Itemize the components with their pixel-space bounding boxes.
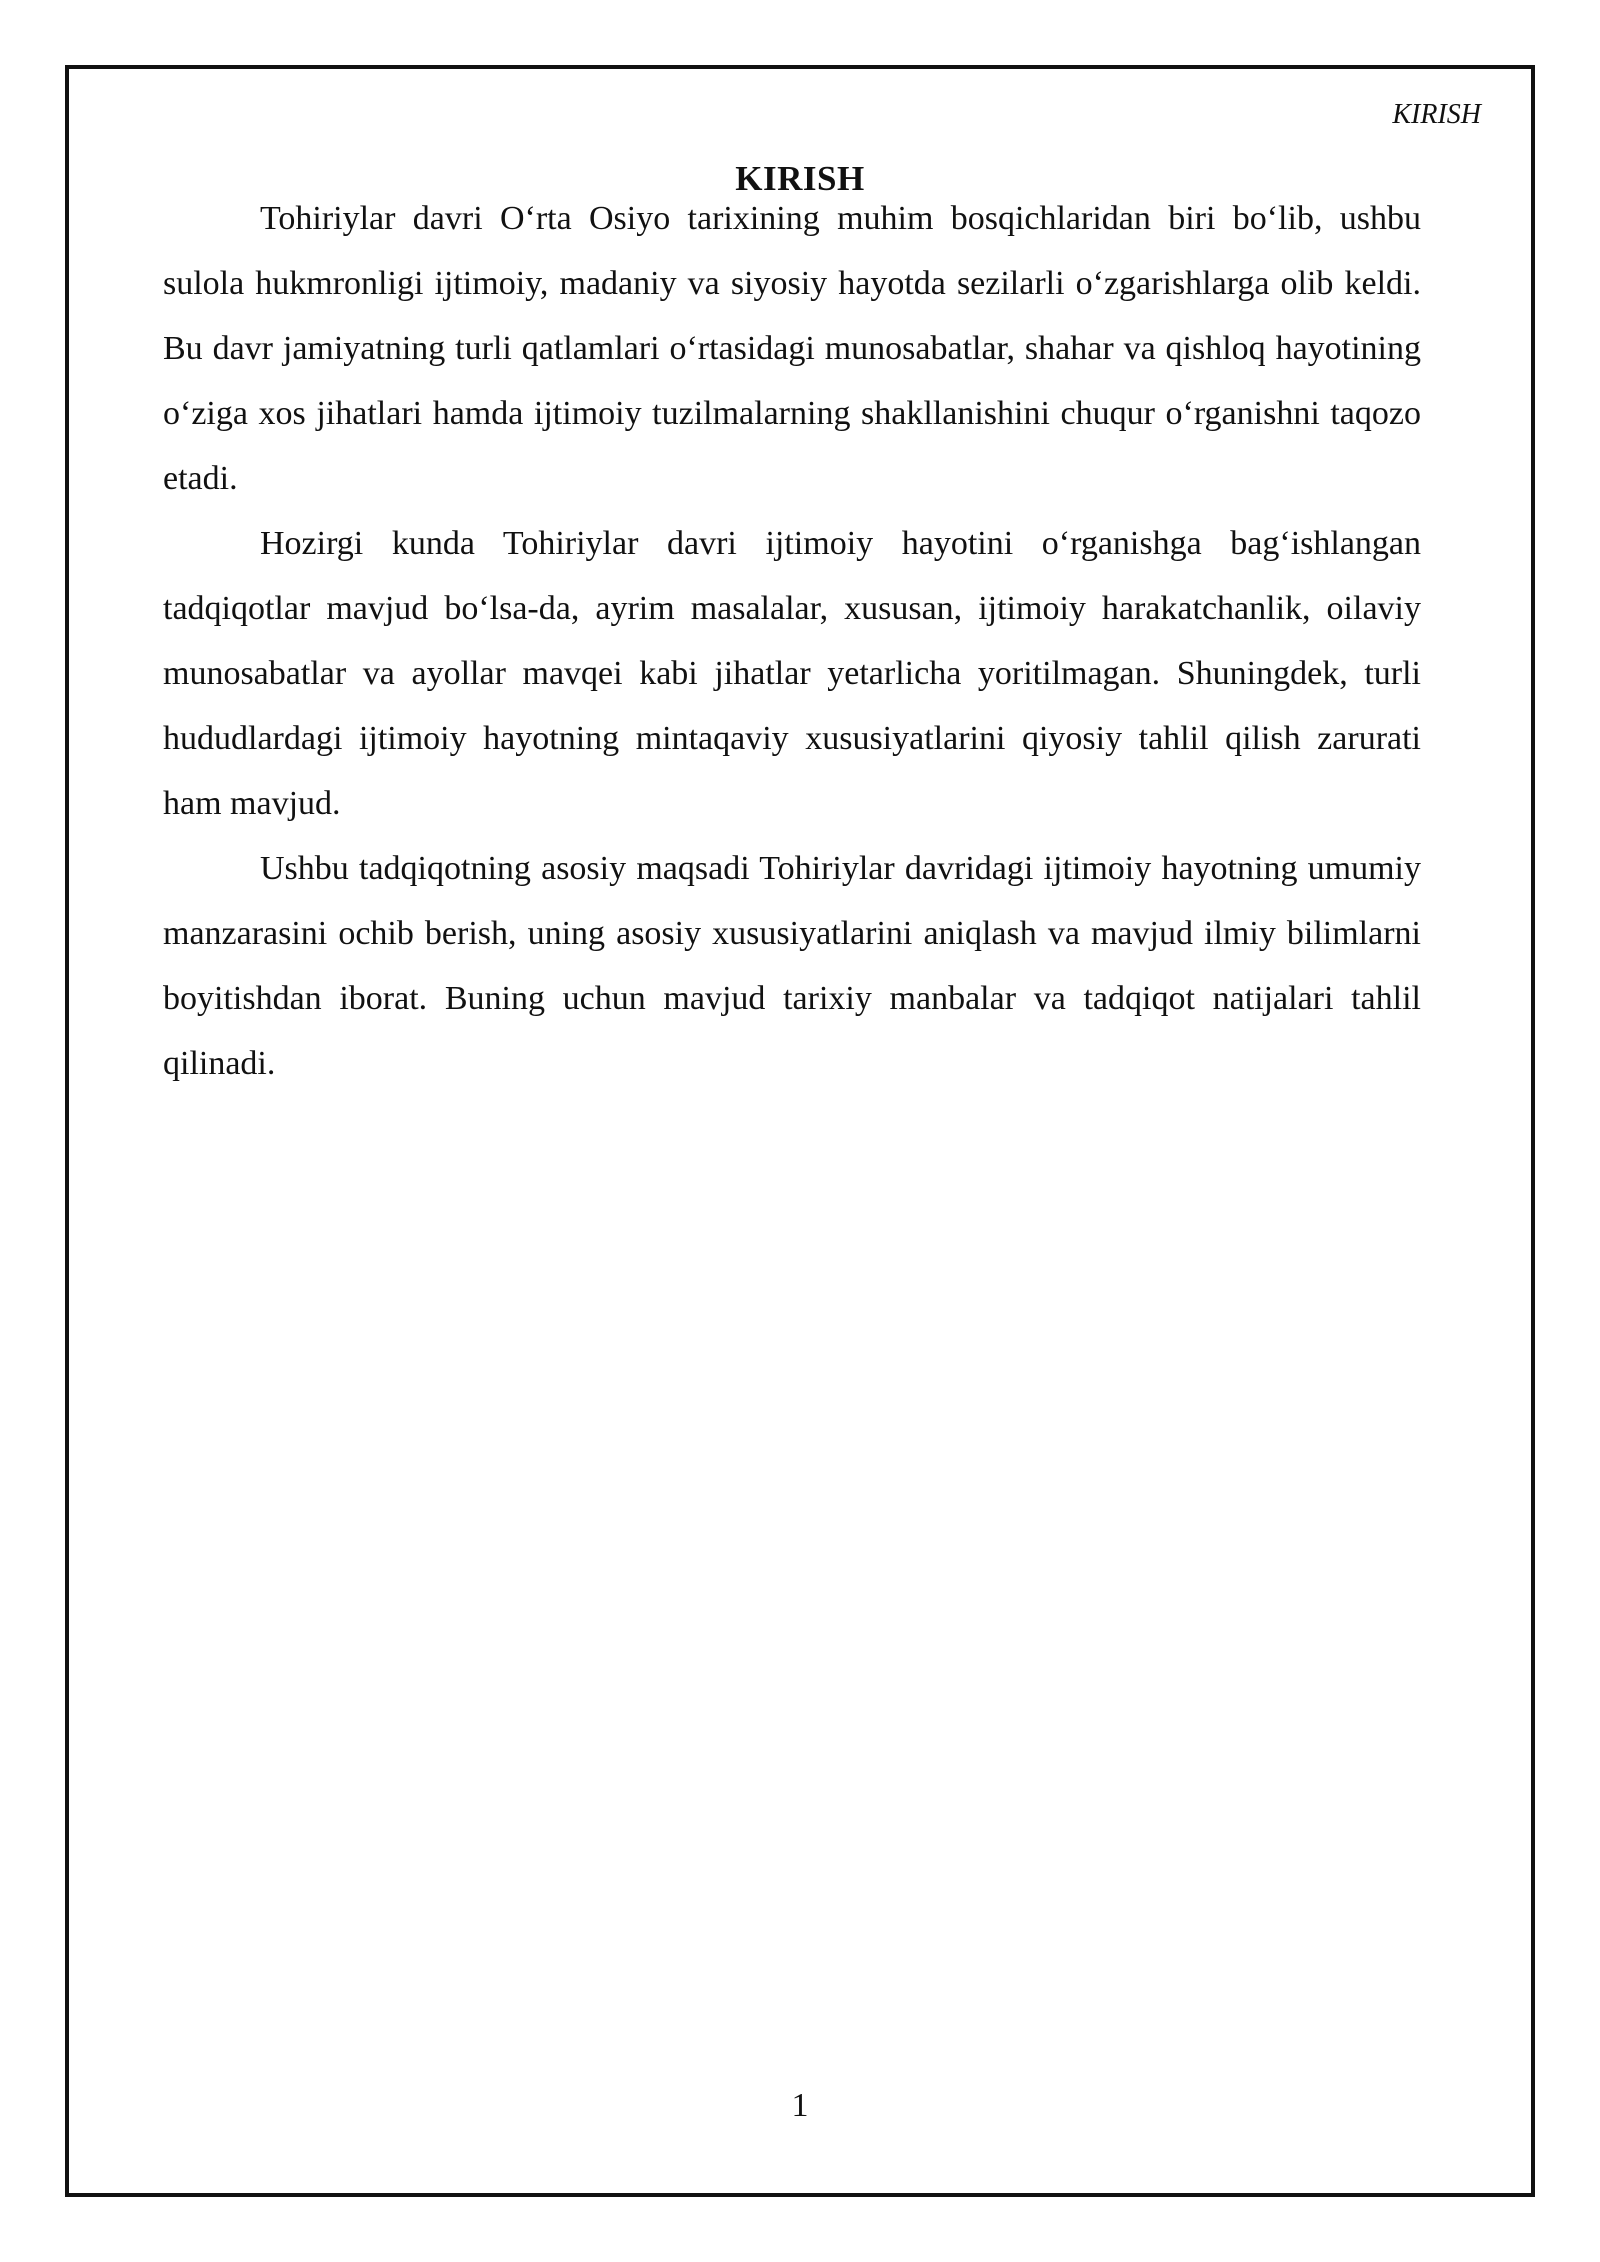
document-body xyxy=(163,186,1421,1096)
running-header: KIRISH xyxy=(1392,99,1481,130)
section-title: KIRISH xyxy=(735,159,865,198)
paragraph-1: Tohiriylar davri O‘rta Osiyo tarixining muhim bosqichlaridan biri bo‘lib, ushbu sulola hukmronligi ijtimoiy, madaniy va siyosiy hayotda sezilarli o‘zgarishlarga olib keldi. Bu davr jamiyatning turli qatlamlari o‘rtasidagi munosabatlar, shahar va qishloq hayotining o‘ziga xos jihatlari hamda ijtimoiy tuzilmalarning shakllanishini chuqur o‘rganishni taqozo etadi. xyxy=(163,200,1421,497)
page-number: 1 xyxy=(791,2087,809,2124)
paragraph-3: Ushbu tadqiqotning asosiy maqsadi Tohiriylar davridagi ijtimoiy hayotning umumiy manzarasini ochib berish, uning asosiy xususiyatlarini aniqlash va mavjud ilmiy bilimlarni boyitishdan iborat. Buning uchun mavjud tarixiy manbalar va tadqiqot natijalari tahlil qilinadi. xyxy=(163,850,1421,1082)
paragraph-2: Hozirgi kunda Tohiriylar davri ijtimoiy hayotini o‘rganishga bag‘ishlangan tadqiqotlar mavjud bo‘lsa-da, ayrim masalalar, xususan, ijtimoiy harakatchanlik, oilaviy munosabatlar va ayollar mavqei kabi jihatlar yetarlicha yoritilmagan. Shuningdek, turli hududlardagi ijtimoiy hayotning mintaqaviy xususiyatlarini qiyosiy tahlil qilish zarurati ham mavjud. xyxy=(163,525,1421,822)
